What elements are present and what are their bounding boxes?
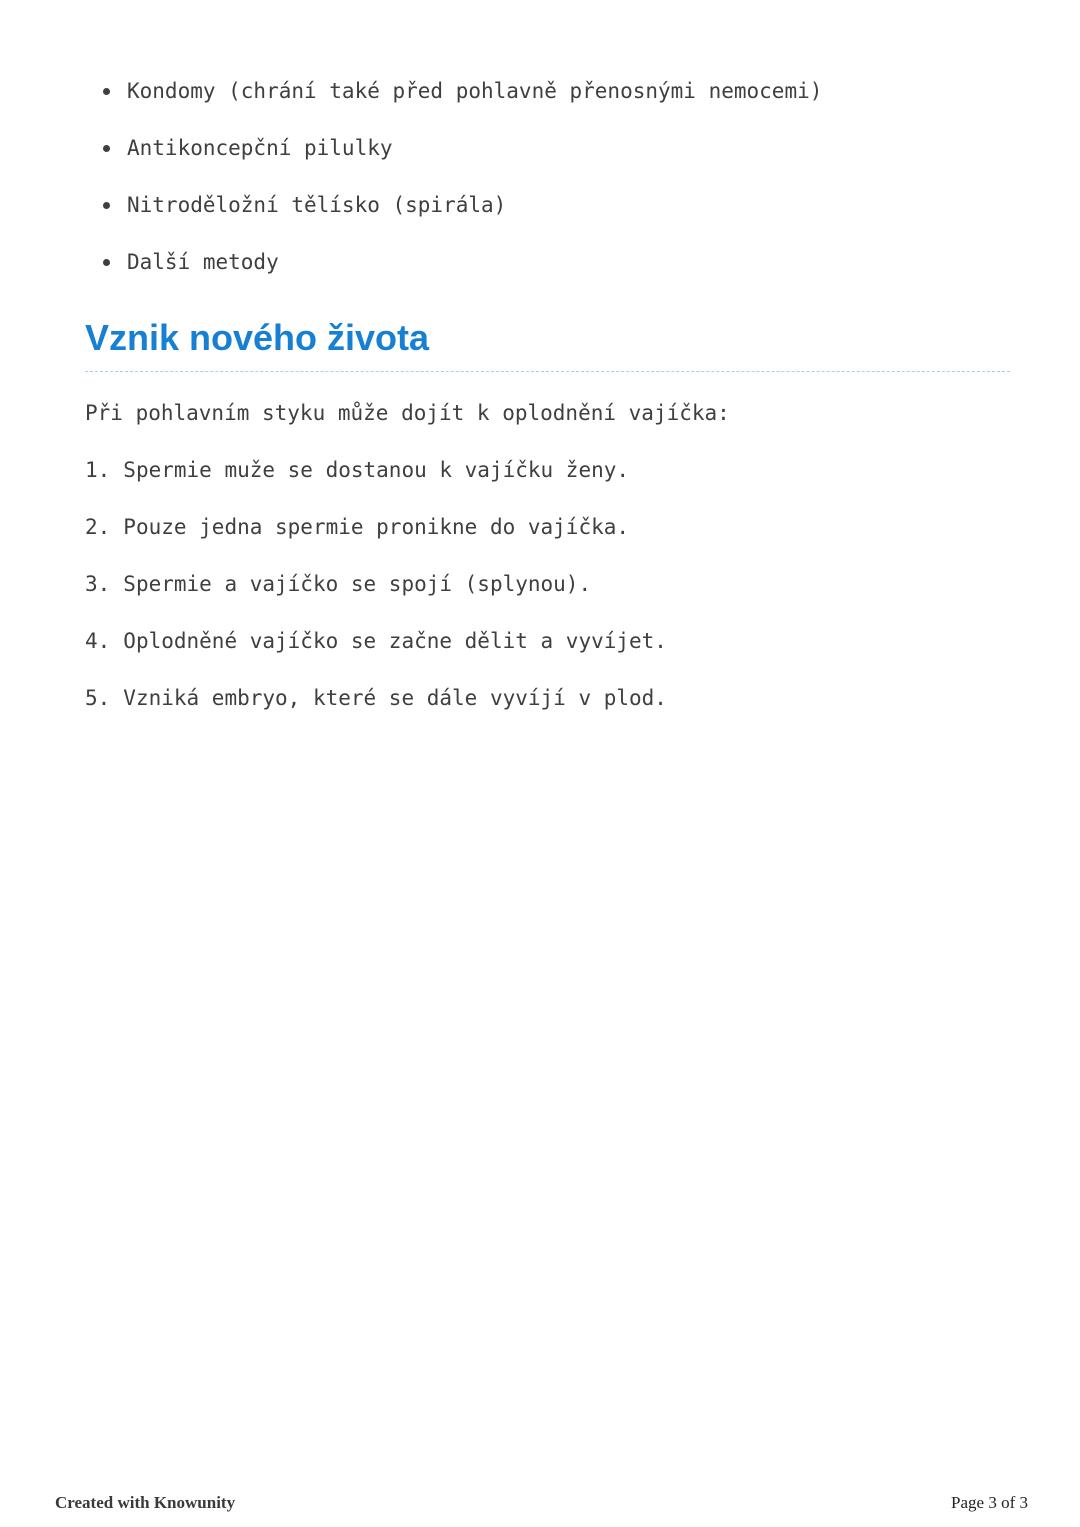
bullet-list bbox=[85, 78, 1010, 276]
numbered-list bbox=[85, 457, 1010, 712]
step-number: 1. bbox=[85, 457, 111, 482]
bullet-list-item bbox=[85, 192, 1010, 219]
step-text: Oplodněné vajíčko se začne dělit a vyvíjet. bbox=[123, 628, 667, 653]
step-number: 5. bbox=[85, 685, 111, 710]
intro-paragraph: Při pohlavním styku může dojít k oplodnění vajíčka: bbox=[85, 400, 730, 425]
numbered-list-item bbox=[85, 685, 1010, 712]
section-divider bbox=[85, 371, 1010, 372]
bullet-icon bbox=[103, 202, 110, 209]
bullet-icon bbox=[103, 145, 110, 152]
bullet-icon bbox=[103, 259, 110, 266]
numbered-list-item bbox=[85, 571, 1010, 598]
bullet-icon bbox=[103, 88, 110, 95]
document-page bbox=[0, 0, 1080, 712]
step-text: Vzniká embryo, které se dále vyvíjí v plod. bbox=[123, 685, 667, 710]
step-number: 4. bbox=[85, 628, 111, 653]
bullet-text: Antikoncepční pilulky bbox=[127, 136, 393, 160]
step-text: Spermie muže se dostanou k vajíčku ženy. bbox=[123, 457, 630, 482]
step-text: Pouze jedna spermie pronikne do vajíčka. bbox=[123, 514, 630, 539]
numbered-list-item bbox=[85, 628, 1010, 655]
bullet-text: Nitroděložní tělísko (spirála) bbox=[127, 193, 507, 217]
bullet-text: Další metody bbox=[127, 250, 279, 274]
footer-branding: Created with Knowunity bbox=[55, 1493, 236, 1512]
numbered-list-item bbox=[85, 457, 1010, 484]
section-heading: Vznik nového života bbox=[85, 317, 430, 358]
step-text: Spermie a vajíčko se spojí (splynou). bbox=[123, 571, 592, 596]
step-number: 3. bbox=[85, 571, 111, 596]
bullet-list-item bbox=[85, 135, 1010, 162]
bullet-list-item bbox=[85, 78, 1010, 105]
step-number: 2. bbox=[85, 514, 111, 539]
bullet-list-item bbox=[85, 249, 1010, 276]
page-footer bbox=[0, 1493, 1080, 1513]
numbered-list-item bbox=[85, 514, 1010, 541]
page-number: Page 3 of 3 bbox=[951, 1493, 1028, 1512]
bullet-text: Kondomy (chrání také před pohlavně přenosnými nemocemi) bbox=[127, 79, 823, 103]
